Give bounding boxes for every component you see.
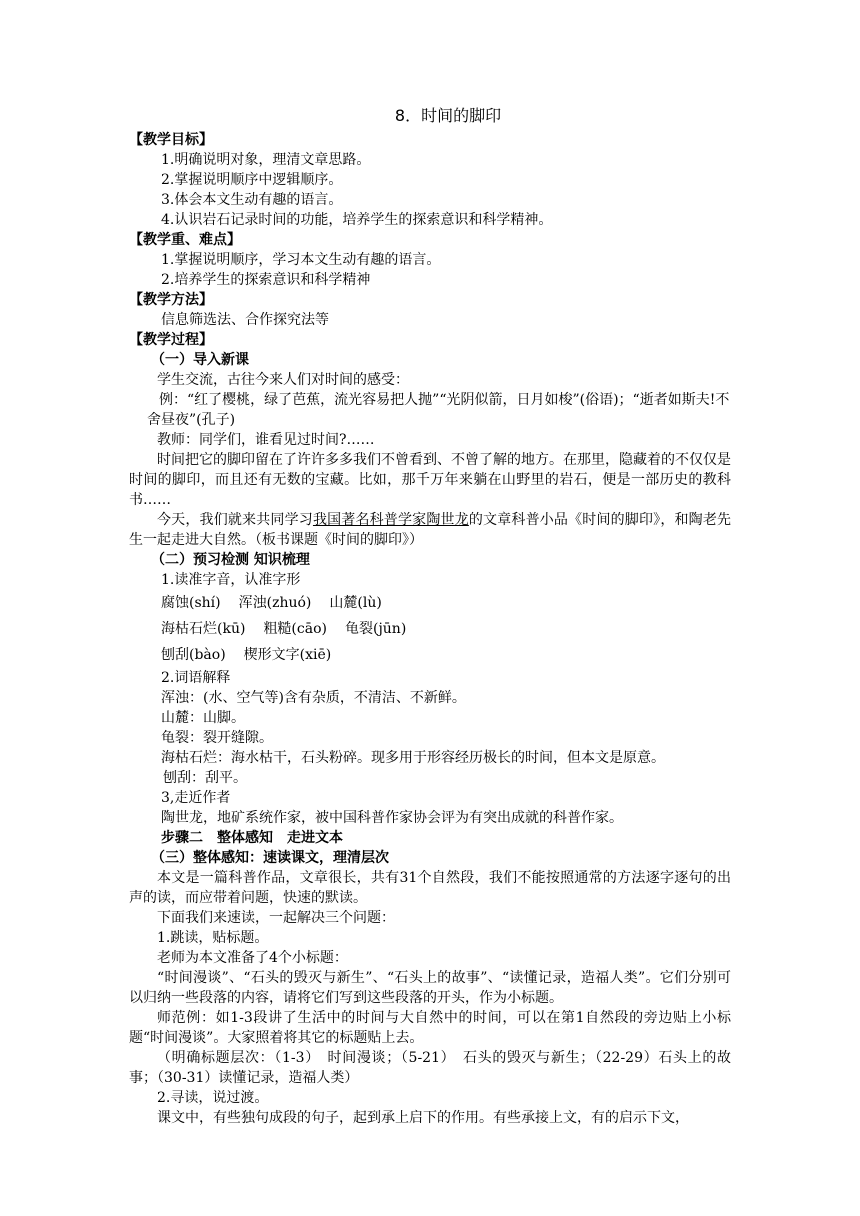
question-label: 2.词语解释 <box>161 670 231 686</box>
author-text: 陶世龙，地矿系统作家，被中国科普作家协会评为有突出成就的科普作家。 <box>161 810 623 826</box>
methods-heading: 【教学方法】 <box>129 292 213 308</box>
paragraph: “时间漫谈”、“石头的毁灭与新生”、“石头上的故事”、“读懂记录，造福人类”。它们分别可以归纳一些段落的内容，请将它们写到这些段落的开头，作为小标题。 <box>129 970 731 1006</box>
paragraph-text: 的文章科普小品《时间的脚印》，和陶老先生一起走进大自然。（板书课题《时间的脚印》） <box>129 512 732 548</box>
paragraph: 时间把它的脚印留在了许许多多我们不曾看到、不曾了解的地方。在那里，隐藏着的不仅仅是时间的脚印，而且还有无数的宝藏。比如，那千万年来躺在山野里的岩石，便是一部历史的教科书…… <box>129 452 731 508</box>
definition: 刨刮：刮平。 <box>163 770 247 786</box>
paragraph: 下面我们来速读，一起解决三个问题： <box>157 910 395 926</box>
page-title: 8．时间的脚印 <box>394 106 502 125</box>
definition: 浑浊：(水、空气等)含有杂质，不清洁、不新鲜。 <box>161 690 466 706</box>
word-item: 刨刮(bào) <box>161 647 226 663</box>
word-item: 楔形文字(xiē) <box>243 647 332 663</box>
objective-item: 2.掌握说明顺序中逻辑顺序。 <box>161 172 343 188</box>
objective-item: 3.体会本文生动有趣的语言。 <box>161 192 343 208</box>
step-heading: 步骤二 整体感知 走进文本 <box>161 830 343 846</box>
objective-item: 1.明确说明对象，理清文章思路。 <box>161 152 371 168</box>
objective-item: 4.认识岩石记录时间的功能，培养学生的探索意识和科学精神。 <box>161 212 553 228</box>
methods-text: 信息筛选法、合作探究法等 <box>161 312 329 328</box>
word-item: 浑浊(zhuó) <box>238 595 312 611</box>
paragraph: 教师：同学们，谁看见过时间?…… <box>157 432 375 448</box>
key-points-heading: 【教学重、难点】 <box>129 232 241 248</box>
paragraph-text: 今天，我们就来共同学习 <box>157 512 313 528</box>
definition: 龟裂：裂开缝隙。 <box>161 730 273 746</box>
paragraph: 本文是一篇科普作品，文章很长，共有31个自然段，我们不能按照通常的方法逐字逐句的出声的读，而应带着问题，快速的默读。 <box>129 870 731 906</box>
paragraph: （明确标题层次：（1-3） 时间漫谈；（5-21） 石头的毁灭与新生；（22-29）石头上的故事；（30-31）读懂记录，造福人类） <box>129 1050 731 1086</box>
section-heading: （一）导入新课 <box>151 352 249 368</box>
section-heading: （二）预习检测 知识梳理 <box>151 552 310 568</box>
paragraph <box>129 510 731 550</box>
question-label: 1.读准字音，认准字形 <box>161 572 301 588</box>
word-row <box>129 642 731 668</box>
section-heading: （三）整体感知：速读课文，理清层次 <box>151 850 389 866</box>
word-row <box>129 590 731 616</box>
question-label: 3,走近作者 <box>161 790 231 806</box>
definition: 海枯石烂：海水枯干，石头粉碎。现多用于形容经历极长的时间，但本文是原意。 <box>161 750 665 766</box>
underlined-author: 我国著名科普学家陶世龙 <box>312 512 469 528</box>
key-point-item: 1.掌握说明顺序，学习本文生动有趣的语言。 <box>161 252 441 268</box>
paragraph: 师范例：如1-3段讲了生活中的时间与大自然中的时间，可以在第1自然段的旁边贴上小标题“时间漫谈”。大家照着将其它的标题贴上去。 <box>129 1010 731 1046</box>
word-item: 粗糙(cāo) <box>263 621 327 637</box>
word-item: 龟裂(jūn) <box>344 621 407 637</box>
word-item: 腐蚀(shí) <box>161 595 221 611</box>
word-item: 山麓(lù) <box>329 595 382 611</box>
word-row <box>129 616 731 642</box>
word-item: 海枯石烂(kū) <box>161 621 246 637</box>
definition: 山麓：山脚。 <box>161 710 245 726</box>
paragraph: 2.寻读，说过渡。 <box>157 1090 269 1106</box>
paragraph: 1.跳读，贴标题。 <box>157 930 269 946</box>
document-body <box>129 104 731 1128</box>
paragraph: 老师为本文准备了4个小标题： <box>157 950 348 966</box>
paragraph: 例：“红了樱桃，绿了芭蕉，流光容易把人抛”“光阴似箭，日月如梭”(俗语)；“逝者如斯夫!不舍昼夜”(孔子) <box>147 392 730 428</box>
paragraph: 学生交流，古往今来人们对时间的感受： <box>157 372 409 388</box>
process-heading: 【教学过程】 <box>129 332 213 348</box>
paragraph: 课文中，有些独句成段的句子，起到承上启下的作用。有些承接上文，有的启示下文， <box>157 1110 689 1126</box>
key-point-item: 2.培养学生的探索意识和科学精神 <box>161 272 371 288</box>
objectives-heading: 【教学目标】 <box>129 132 213 148</box>
